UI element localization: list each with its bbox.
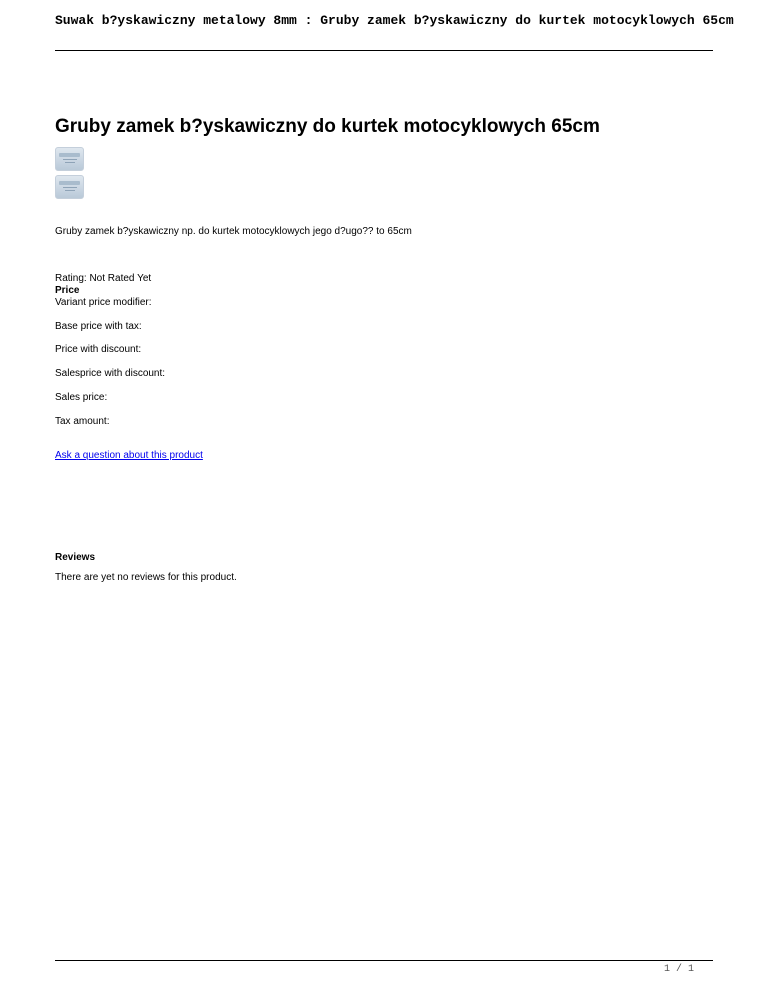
price-field-salesprice-with-discount: Salesprice with discount: [55, 368, 166, 379]
page-title: Gruby zamek b?yskawiczny do kurtek motocyklowych 65cm [55, 116, 600, 137]
image-placeholder-icon[interactable] [55, 147, 84, 171]
price-field-sales-price: Sales price: [55, 392, 108, 403]
page-number: 1 / 1 [663, 964, 694, 975]
reviews-empty-text: There are yet no reviews for this product. [55, 572, 237, 583]
product-description: Gruby zamek b?yskawiczny np. do kurtek motocyklowych jego d?ugo?? to 65cm [55, 226, 412, 237]
image-placeholder-icon[interactable] [55, 175, 84, 199]
price-field-with-discount: Price with discount: [55, 344, 142, 355]
reviews-heading: Reviews [55, 552, 96, 563]
price-heading: Price [55, 285, 80, 296]
footer-divider [55, 960, 713, 961]
product-thumbnails [55, 147, 84, 203]
price-field-variant-modifier: Variant price modifier: [55, 297, 152, 308]
ask-question-link[interactable]: Ask a question about this product [55, 450, 203, 461]
product-rating: Rating: Not Rated Yet [55, 273, 152, 284]
header-divider [55, 50, 713, 51]
price-field-base-with-tax: Base price with tax: [55, 321, 142, 332]
price-field-tax-amount: Tax amount: [55, 416, 110, 427]
document-header-title: Suwak b?yskawiczny metalowy 8mm : Gruby zamek b?yskawiczny do kurtek motocyklowych 65cm [55, 13, 734, 28]
